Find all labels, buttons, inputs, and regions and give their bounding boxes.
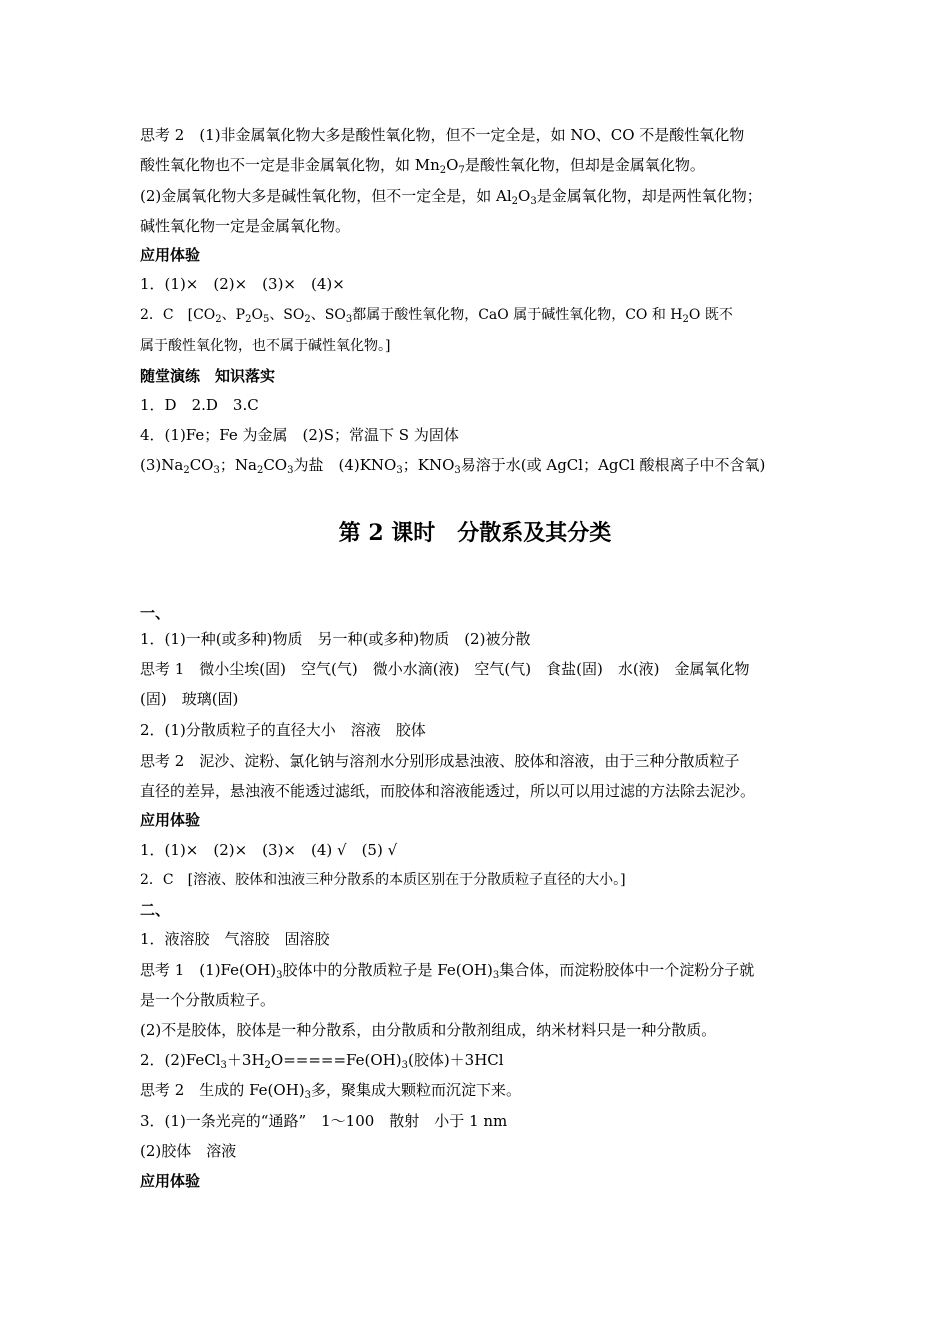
think1-line-1: 思考 1 微小尘埃(固) 空气(气) 微小水滴(液) 空气(气) 食盐(固) 水(液) 金属氧化物	[140, 660, 750, 678]
think2b-line-2: 直径的差异，悬浊液不能透过滤纸，而胶体和溶液能透过，所以可以用过滤的方法除去泥沙。	[140, 782, 756, 800]
section-two-answer-2: 2．$(2)FeCl_3+3H_2O=====Fe(OH)_3$(胶体)＋3HCl	[140, 1051, 504, 1071]
think2-line-2: 酸性氧化物也不一定是非金属氧化物，如 $Mn_2O_7$是酸性氧化物，但却是金属氧化物。	[140, 156, 705, 176]
practice3-heading: 应用体验	[140, 1172, 201, 1190]
think2b-line-1: 思考 2 泥沙、淀粉、氯化钠与溶剂水分别形成悬浊液、胶体和溶液，由于三种分散质粒子	[140, 752, 740, 770]
practice-answer-2: 2．C [$CO_2$、$P_2O_5$、$SO_2$、$SO_3$都属于酸性氧化物，CaO 属于碱性氧化物，CO 和 $H_2O$ 既不	[140, 307, 733, 325]
think1b-line-3: (2)不是胶体，胶体是一种分散系，由分散质和分散剂组成，纳米材料只是一种分散质。	[140, 1021, 717, 1039]
think2-line-4: 碱性氧化物一定是金属氧化物。	[140, 217, 351, 235]
drill-answer-4: 4．(1)Fe；Fe 为金属 (2)S；常温下 S 为固体	[140, 426, 459, 444]
think1b-line-2: 是一个分散质粒子。	[140, 991, 276, 1009]
section-two-answer-1: 1．液溶胶 气溶胶 固溶胶	[140, 930, 330, 948]
think2c-line: 思考 2 生成的 $Fe(OH)_3$多，聚集成大颗粒而沉淀下来。	[140, 1081, 522, 1101]
drill-answer-4-cont: $(3)Na_2CO_3$；$Na_2CO_3$为盐 $(4)KNO_3$；$KNO_3$易溶于水(或 AgCl；AgCl 酸根离子中不含氧)	[140, 456, 766, 476]
think2-line-1: 思考 2 (1)非金属氧化物大多是酸性氧化物，但不一定全是，如 NO、CO 不是酸性氧化物	[140, 126, 745, 144]
drill-heading: 随堂演练 知识落实	[140, 367, 276, 385]
section-two-answer-3: 3．(1)一条光亮的“通路” 1～100 散射 小于 1 nm	[140, 1112, 508, 1130]
practice-answer-1: 1．(1)× (2)× (3)× (4)×	[140, 275, 345, 293]
section-one-answer-1: 1．(1)一种(或多种)物质 另一种(或多种)物质 (2)被分散	[140, 630, 531, 648]
lesson-title: 第 2 课时 分散系及其分类	[338, 520, 612, 546]
section-two-heading: 二、	[140, 901, 171, 919]
section-one-heading: 一、	[140, 604, 171, 622]
practice-answer-2-cont: 属于酸性氧化物，也不属于碱性氧化物。]	[140, 338, 391, 354]
section-one-answer-2: 2．(1)分散质粒子的直径大小 溶液 胶体	[140, 721, 426, 739]
think2-line-3: (2)金属氧化物大多是碱性氧化物，但不一定全是，如 $Al_2O_3$是金属氧化物，却是两性氧化物；	[140, 187, 762, 207]
think1b-line-1: 思考 1 $(1)Fe(OH)_3$胶体中的分散质粒子是 $Fe(OH)_3$集合体，而淀粉胶体中一个淀粉分子就	[140, 961, 755, 981]
section-two-answer-3-cont: (2)胶体 溶液	[140, 1142, 237, 1160]
practice2-answer-1: 1．(1)× (2)× (3)× (4) √ (5) √	[140, 841, 398, 859]
think2-label: 思考 2	[140, 126, 185, 144]
drill-answer-1: 1．D 2.D 3.C	[140, 396, 259, 414]
practice-heading: 应用体验	[140, 246, 201, 264]
practice2-answer-2: 2．C [溶液、胶体和浊液三种分散系的本质区别在于分散质粒子直径的大小。]	[140, 872, 626, 888]
think1-line-2: (固) 玻璃(固)	[140, 690, 239, 708]
practice2-heading: 应用体验	[140, 811, 201, 829]
